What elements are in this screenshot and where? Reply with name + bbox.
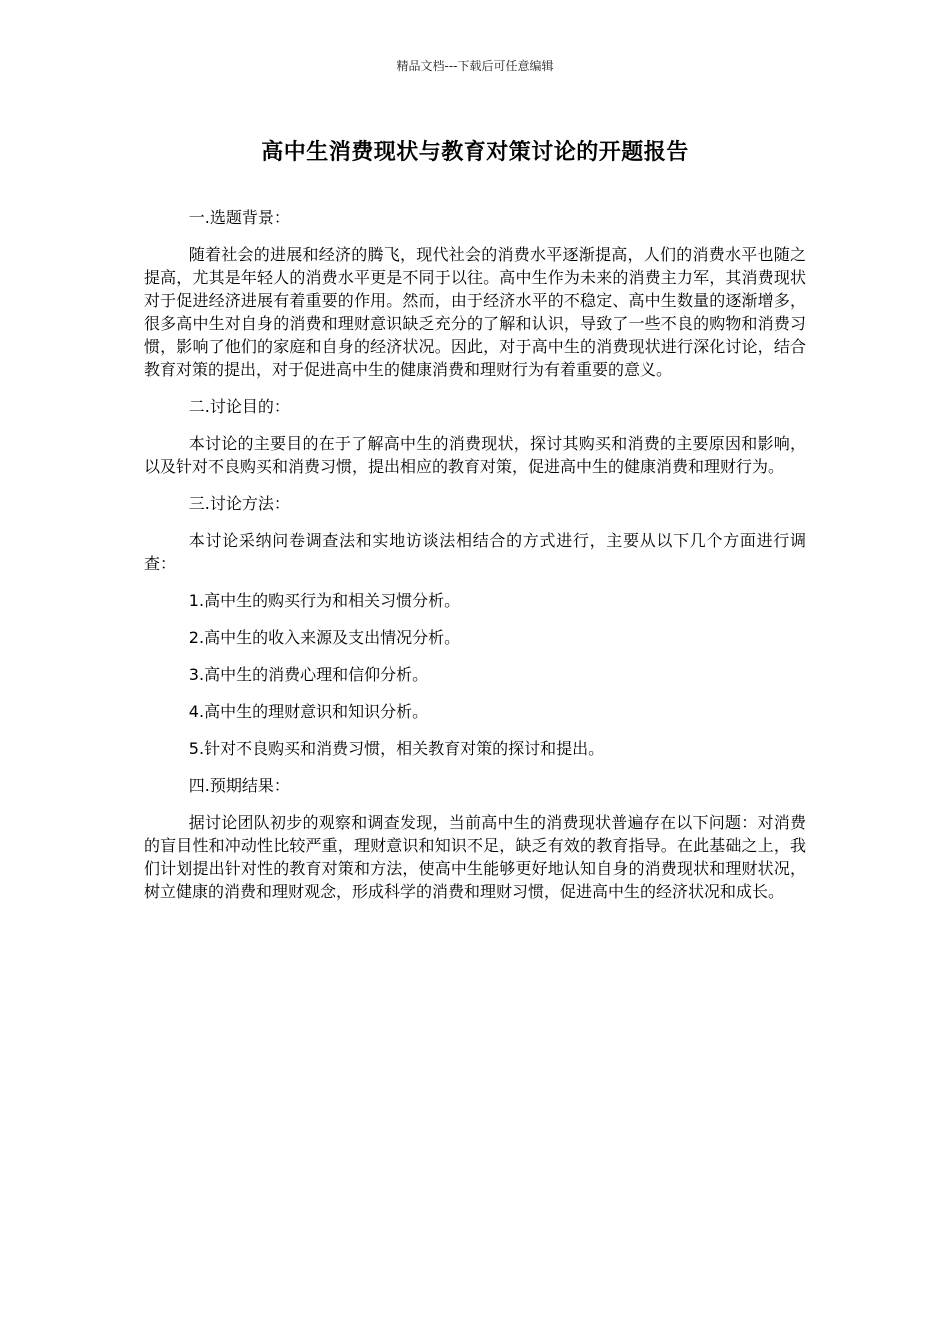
- section-heading-background: 一.选题背景：: [188, 208, 290, 227]
- section-heading-results: 四.预期结果：: [188, 776, 290, 795]
- method-list-item: 5.针对不良购买和消费习惯，相关教育对策的探讨和提出。: [188, 739, 605, 758]
- page-header-watermark: 精品文档---下载后可任意编辑: [396, 59, 554, 73]
- document-title: 高中生消费现状与教育对策讨论的开题报告: [261, 140, 689, 165]
- method-list-item: 2.高中生的收入来源及支出情况分析。: [188, 628, 461, 647]
- section-heading-method: 三.讨论方法：: [188, 494, 290, 513]
- section-heading-purpose: 二.讨论目的：: [188, 397, 290, 416]
- paragraph-background: 随着社会的进展和经济的腾飞，现代社会的消费水平逐渐提高，人们的消费水平也随之提高，尤其是年轻人的消费水平更是不同于以往。高中生作为未来的消费主力军，其消费现状对于促进经济进展有着重要的作用。然而，由于经济水平的不稳定、高中生数量的逐渐增多，很多高中生对自身的消费和理财意识缺乏充分的了解和认识，导致了一些不良的购物和消费习惯，影响了他们的家庭和自身的经济状况。因此，对于高中生的消费现状进行深化讨论，结合教育对策的提出，对于促进高中生的健康消费和理财行为有着重要的意义。: [144, 245, 806, 379]
- method-list-item: 4.高中生的理财意识和知识分析。: [188, 702, 429, 721]
- method-list-item: 3.高中生的消费心理和信仰分析。: [188, 665, 429, 684]
- document-body: [144, 206, 806, 917]
- method-list-item: 1.高中生的购买行为和相关习惯分析。: [188, 591, 461, 610]
- paragraph-method: 本讨论采纳问卷调查法和实地访谈法相结合的方式进行，主要从以下几个方面进行调查：: [144, 531, 806, 573]
- paragraph-results: 据讨论团队初步的观察和调查发现，当前高中生的消费现状普遍存在以下问题：对消费的盲目性和冲动性比较严重，理财意识和知识不足，缺乏有效的教育指导。在此基础之上，我们计划提出针对性的教育对策和方法，使高中生能够更好地认知自身的消费现状和理财状况，树立健康的消费和理财观念，形成科学的消费和理财习惯，促进高中生的经济状况和成长。: [144, 813, 806, 901]
- paragraph-purpose: 本讨论的主要目的在于了解高中生的消费现状，探讨其购买和消费的主要原因和影响，以及针对不良购买和消费习惯，提出相应的教育对策，促进高中生的健康消费和理财行为。: [144, 434, 806, 476]
